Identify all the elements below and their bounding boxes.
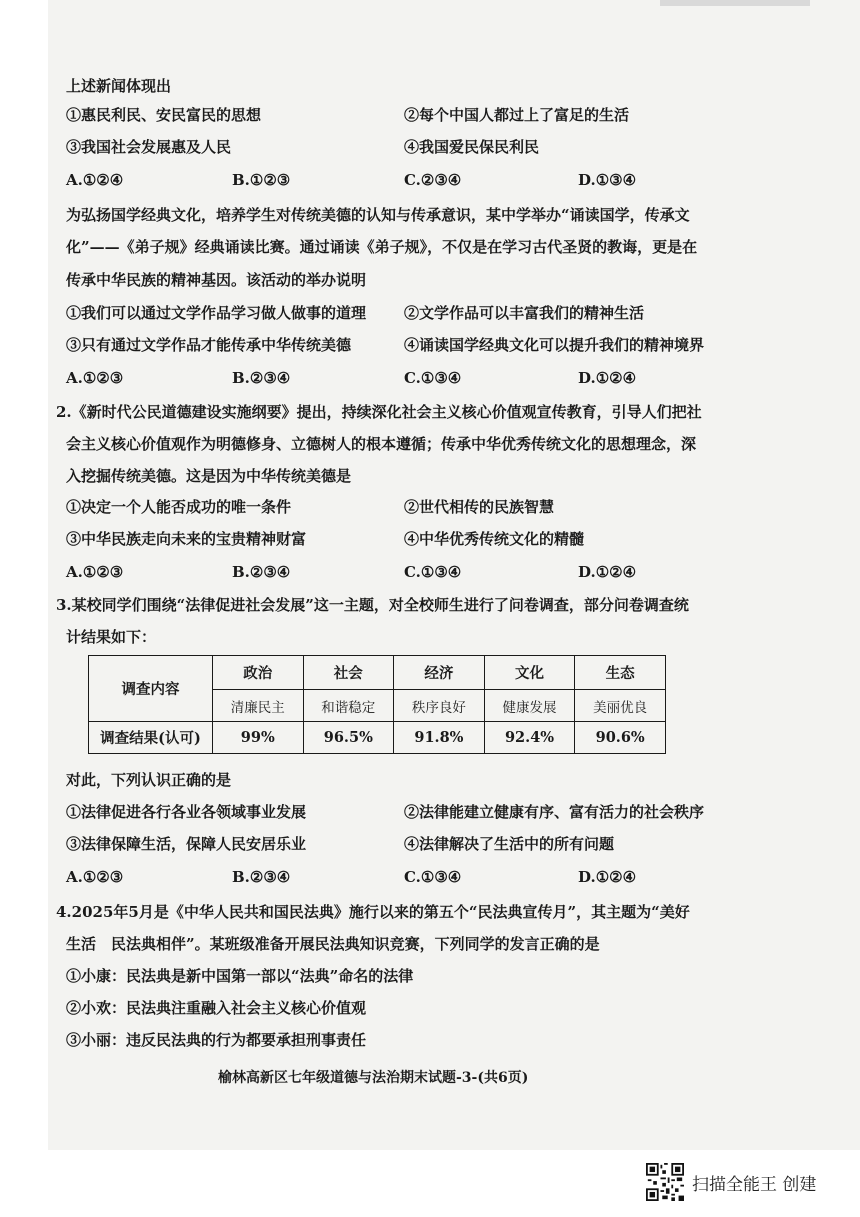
text-line: ②法律能建立健康有序、富有活力的社会秩序 [404, 803, 705, 821]
text-line: D.①②④ [578, 868, 637, 886]
text-line: 3.某校同学们围绕“法律促进社会发展”这一主题，对全校师生进行了问卷调查，部分问卷调查统 [56, 596, 689, 614]
text-line: ③只有通过文学作品才能传承中华传统美德 [66, 336, 352, 354]
text-line: A.①②③ [66, 868, 124, 886]
table-result-politics: 99% [213, 722, 303, 754]
table-row-header: 调查内容 [89, 656, 213, 722]
text-line: ③法律保障生活，保障人民安居乐业 [66, 835, 307, 853]
text-line: C.②③④ [404, 171, 462, 189]
survey-table [88, 655, 666, 754]
table-head-society: 社会 [303, 656, 394, 690]
scanner-brand-label: 扫描全能王 创建 [692, 1174, 817, 1195]
text-line: ④我国爱民保民利民 [404, 138, 540, 156]
text-line: A.①②③ [66, 563, 124, 581]
text-line: 上述新闻体现出 [66, 77, 172, 95]
scan-edge-shade [660, 0, 810, 6]
table-sub-politics: 清廉民主 [213, 690, 303, 722]
text-line: D.①②④ [578, 369, 637, 387]
text-line: C.①③④ [404, 369, 462, 387]
table-head-culture: 文化 [484, 656, 575, 690]
text-line: B.②③④ [232, 868, 291, 886]
text-line: 传承中华民族的精神基因。该活动的举办说明 [66, 271, 367, 289]
text-line: A.①②④ [66, 171, 124, 189]
text-line: ②每个中国人都过上了富足的生活 [404, 106, 630, 124]
table-result-ecology: 90.6% [575, 722, 666, 754]
text-line: ②小欢：民法典注重融入社会主义核心价值观 [66, 999, 367, 1017]
text-line: 生活 民法典相伴”。某班级准备开展民法典知识竞赛，下列同学的发言正确的是 [66, 935, 600, 953]
table-result-society: 96.5% [303, 722, 394, 754]
table-sub-ecology: 美丽优良 [575, 690, 666, 722]
table-sub-culture: 健康发展 [484, 690, 575, 722]
text-line: B.①②③ [232, 171, 291, 189]
table-head-economy: 经济 [394, 656, 485, 690]
text-line: A.①②③ [66, 369, 124, 387]
text-line: ①我们可以通过文学作品学习做人做事的道理 [66, 304, 367, 322]
text-line: 4.2025年5月是《中华人民共和国民法典》施行以来的第五个“民法典宣传月”，其主题为“美好 [56, 903, 690, 921]
text-line: B.②③④ [232, 369, 291, 387]
text-line: B.②③④ [232, 563, 291, 581]
text-line: C.①③④ [404, 868, 462, 886]
text-line: 对此，下列认识正确的是 [66, 771, 232, 789]
text-line: ③小丽：违反民法典的行为都要承担刑事责任 [66, 1031, 367, 1049]
table-result-header: 调查结果(认可) [89, 722, 213, 754]
text-line: 为弘扬国学经典文化，培养学生对传统美德的认知与传承意识，某中学举办“诵读国学，传承文 [66, 206, 690, 224]
text-line: ①法律促进各行各业各领域事业发展 [66, 803, 307, 821]
text-line: 会主义核心价值观作为明德修身、立德树人的根本遵循；传承中华优秀传统文化的思想理念，深 [66, 435, 697, 453]
table-result-culture: 92.4% [484, 722, 575, 754]
text-line: ③中华民族走向未来的宝贵精神财富 [66, 530, 307, 548]
text-line: ①决定一个人能否成功的唯一条件 [66, 498, 292, 516]
text-line: 计结果如下： [66, 628, 157, 646]
text-line: ④法律解决了生活中的所有问题 [404, 835, 615, 853]
text-line: ④中华优秀传统文化的精髓 [404, 530, 585, 548]
text-line: 化”——《弟子规》经典诵读比赛。通过诵读《弟子规》，不仅是在学习古代圣贤的教诲，更是在 [66, 238, 698, 256]
text-line: ①惠民利民、安民富民的思想 [66, 106, 262, 124]
table-head-ecology: 生态 [575, 656, 666, 690]
text-line: 2.《新时代公民道德建设实施纲要》提出，持续深化社会主义核心价值观宣传教育，引导人们把社 [56, 403, 702, 421]
table-sub-society: 和谐稳定 [303, 690, 394, 722]
text-line: D.①③④ [578, 171, 637, 189]
text-line: ④诵读国学经典文化可以提升我们的精神境界 [404, 336, 705, 354]
page-footer: 榆林高新区七年级道德与法治期末试题-3-(共6页) [218, 1070, 529, 1086]
text-line: ②世代相传的民族智慧 [404, 498, 555, 516]
text-line: ①小康：民法典是新中国第一部以“法典”命名的法律 [66, 967, 414, 985]
table-result-economy: 91.8% [394, 722, 485, 754]
table-sub-economy: 秩序良好 [394, 690, 485, 722]
text-line: 入挖掘传统美德。这是因为中华传统美德是 [66, 467, 352, 485]
text-line: C.①③④ [404, 563, 462, 581]
text-line: D.①②④ [578, 563, 637, 581]
table-head-politics: 政治 [213, 656, 303, 690]
qr-code-icon [646, 1163, 684, 1201]
scanner-watermark [646, 1160, 846, 1204]
text-line: ②文学作品可以丰富我们的精神生活 [404, 304, 645, 322]
text-line: ③我国社会发展惠及人民 [66, 138, 232, 156]
